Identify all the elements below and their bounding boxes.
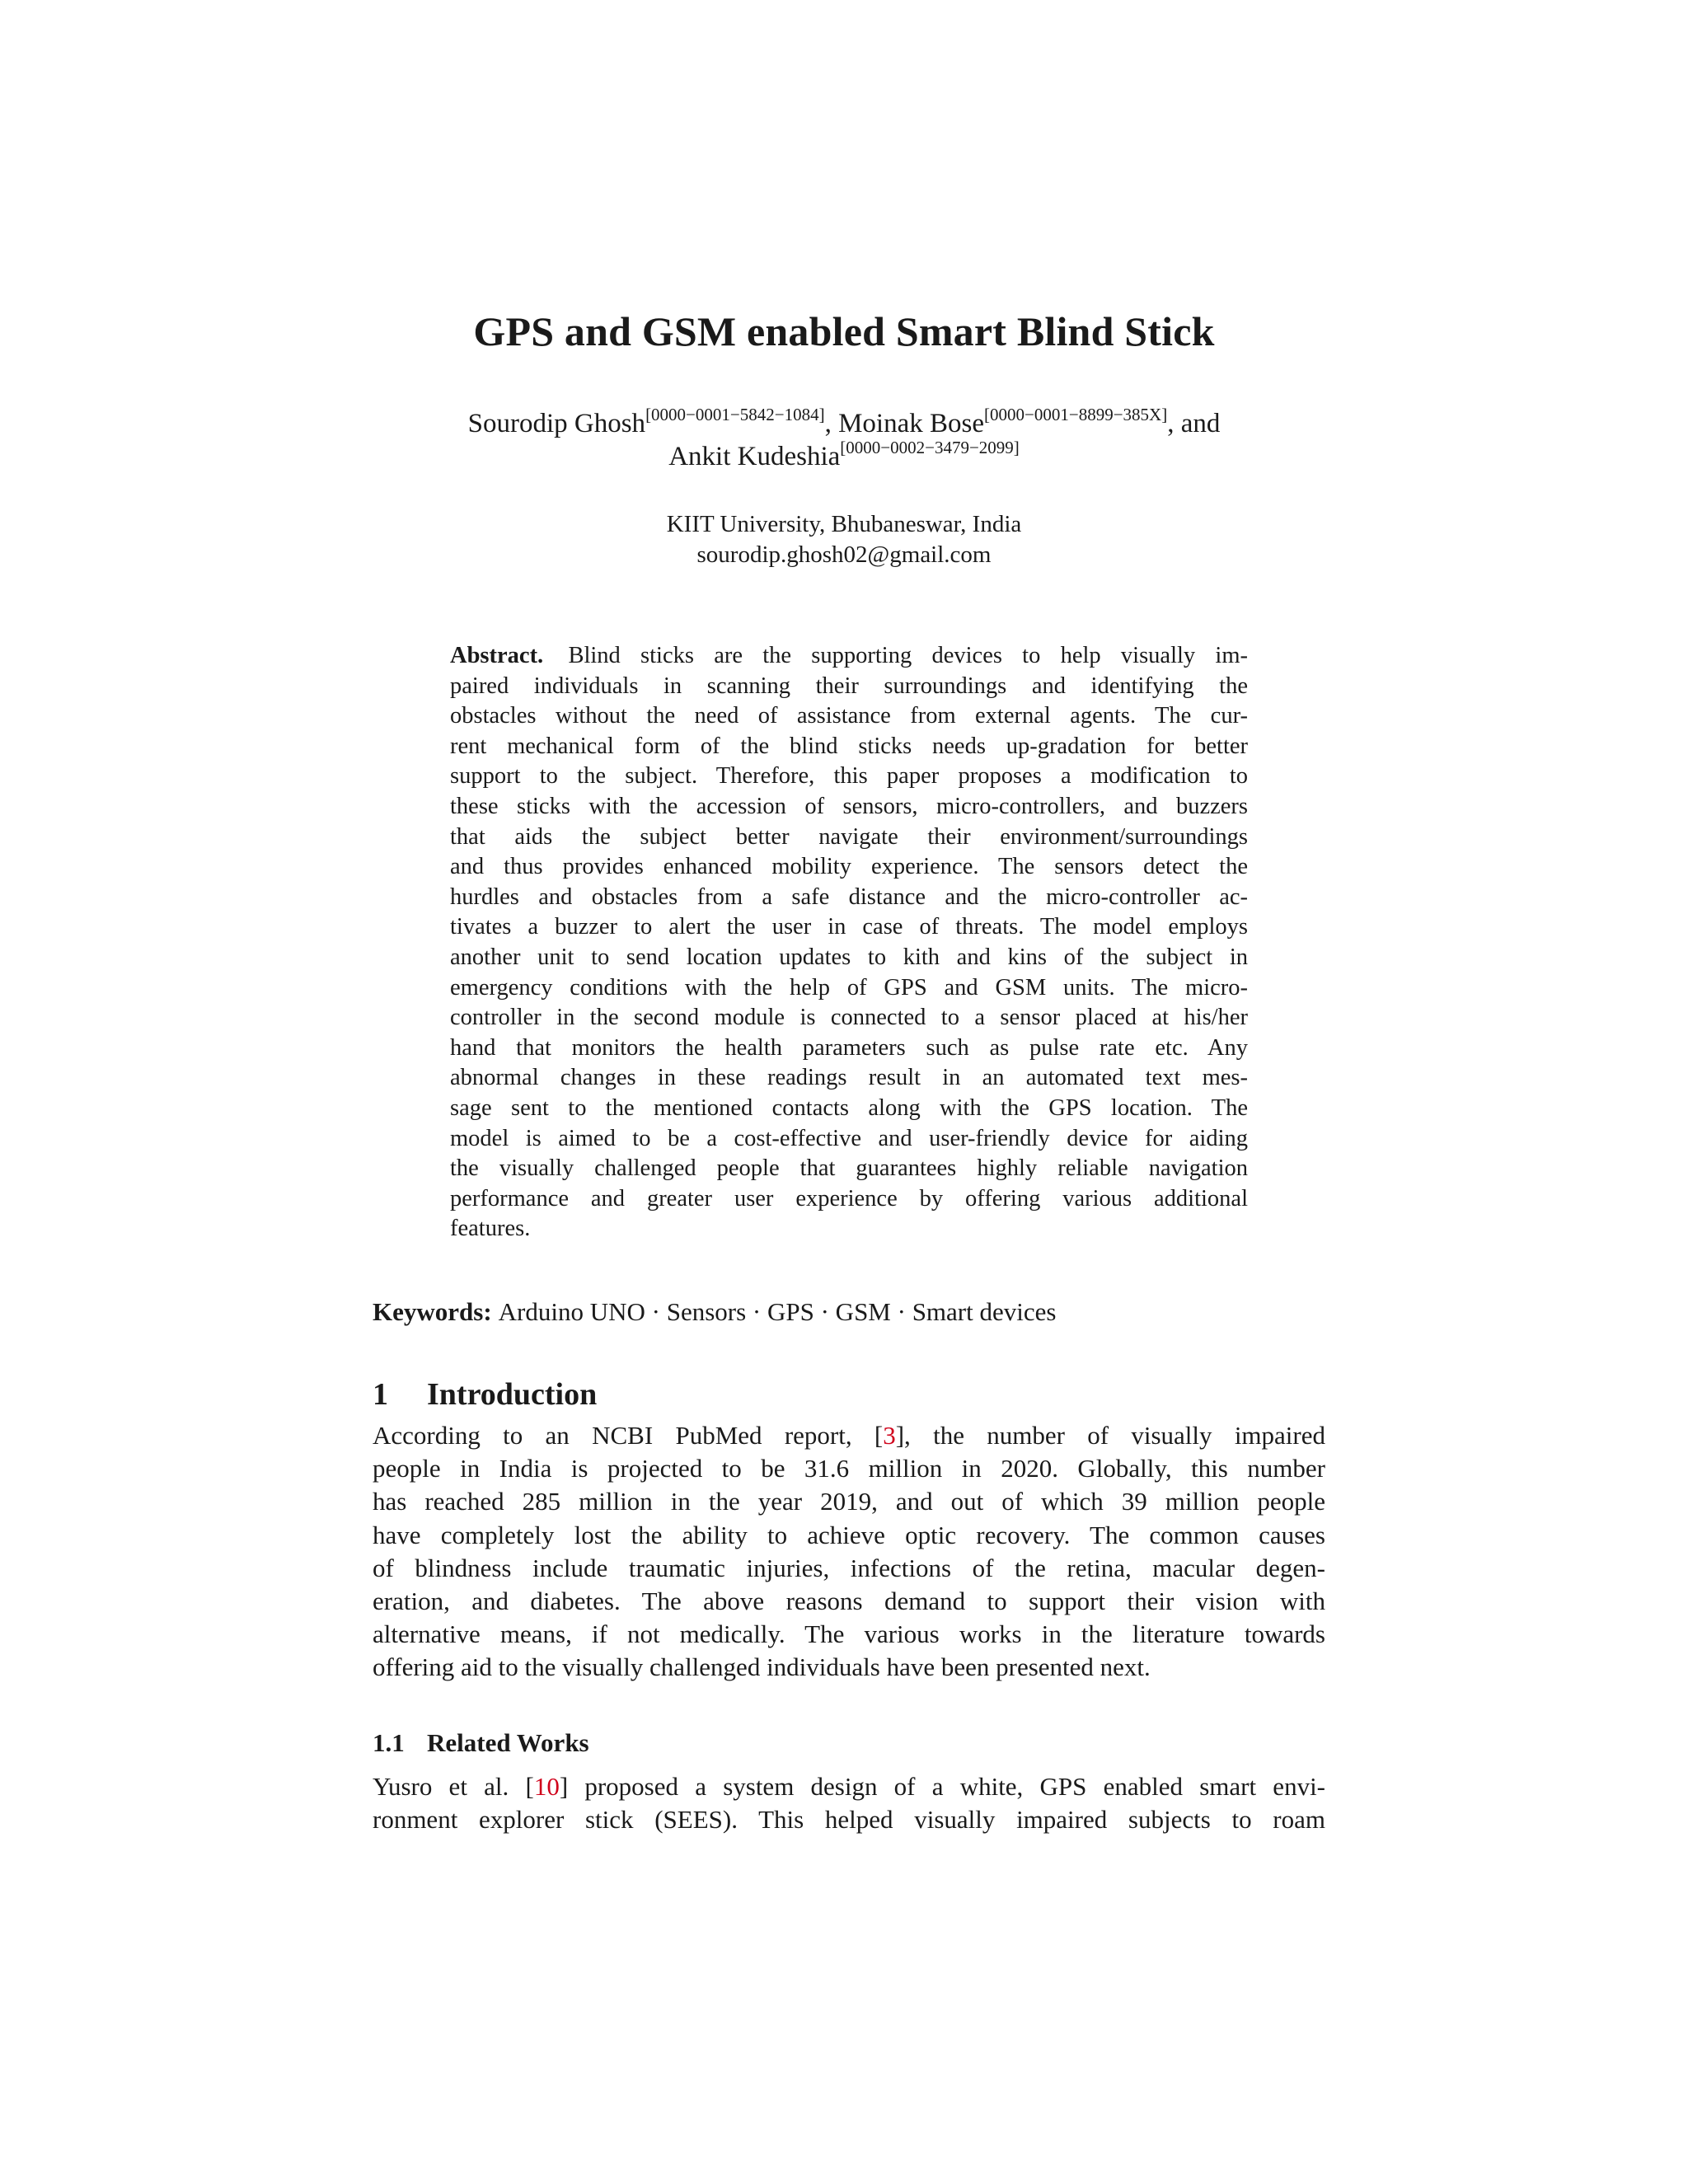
- citation-link[interactable]: 3: [883, 1421, 896, 1450]
- keywords-list: Arduino UNO · Sensors · GPS · GSM · Smart devices: [498, 1297, 1057, 1326]
- abstract-line: rent mechanical form of the blind sticks needs up-gradation for better: [450, 733, 1248, 759]
- author-orcid: [0000−0002−3479−2099]: [840, 438, 1020, 457]
- abstract-line: support to the subject. Therefore, this paper proposes a modification to: [450, 763, 1248, 790]
- author-list: [0, 407, 1688, 473]
- abstract-line: hand that monitors the health parameters such as pulse rate etc. Any: [450, 1034, 1248, 1061]
- paragraph-line: eration, and diabetes. The above reasons demand to support their vision with: [373, 1586, 1325, 1616]
- abstract-line: that aids the subject better navigate their environment/surroundings: [450, 823, 1248, 850]
- abstract-line: features.: [450, 1216, 531, 1242]
- abstract-line: model is aimed to be a cost-effective and user-friendly device for aiding: [450, 1125, 1248, 1151]
- affiliation-block: [0, 509, 1688, 570]
- author-orcid: [0000−0001−5842−1084]: [645, 405, 825, 424]
- author-name: Ankit Kudeshia: [668, 442, 841, 471]
- abstract-line: performance and greater user experience by offering various additional: [450, 1185, 1248, 1212]
- abstract-line: the visually challenged people that guarantees highly reliable navigation: [450, 1155, 1248, 1182]
- paragraph-line: of blindness include traumatic injuries, infections of the retina, macular degen-: [373, 1553, 1325, 1582]
- paragraph-line: According to an NCBI PubMed report, [3], the number of visually impaired: [373, 1421, 1326, 1450]
- author-separator: ,: [824, 409, 839, 438]
- subsection-number: 1.1: [373, 1728, 405, 1757]
- author-separator: , and: [1167, 409, 1221, 438]
- section-number: 1: [373, 1377, 388, 1412]
- abstract-line: another unit to send location updates to kith and kins of the subject in: [450, 944, 1248, 970]
- paragraph-line: offering aid to the visually challenged individuals have been presented next.: [373, 1652, 1151, 1682]
- abstract: [450, 641, 1248, 1244]
- abstract-line: sage sent to the mentioned contacts along with the GPS location. The: [450, 1094, 1248, 1121]
- section-heading-introduction: [373, 1375, 597, 1414]
- subsection-heading-related-works: [373, 1727, 589, 1760]
- abstract-line: obstacles without the need of assistance from external agents. The cur-: [450, 703, 1248, 729]
- subsection-title: Related Works: [427, 1728, 589, 1757]
- author-line-2: [0, 440, 1688, 473]
- abstract-line: abnormal changes in these readings result in an automated text mes-: [450, 1065, 1248, 1091]
- abstract-label: Abstract.: [450, 643, 544, 668]
- keywords-label: Keywords:: [373, 1297, 492, 1326]
- paragraph-line: ronment explorer stick (SEES). This helped visually impaired subjects to roam: [373, 1805, 1325, 1835]
- paragraph-line: has reached 285 million in the year 2019, and out of which 39 million people: [373, 1487, 1325, 1516]
- section-title: Introduction: [427, 1377, 598, 1412]
- introduction-paragraph: [373, 1419, 1325, 1685]
- related-works-paragraph: [373, 1770, 1325, 1836]
- affiliation-institution: KIIT University, Bhubaneswar, India: [666, 511, 1022, 537]
- author-name: Moinak Bose: [838, 409, 985, 438]
- paragraph-line: Yusro et al. [10] proposed a system design of a white, GPS enabled smart envi-: [373, 1772, 1326, 1801]
- author-line-1: [0, 407, 1688, 440]
- abstract-line: hurdles and obstacles from a safe distance and the micro-controller ac-: [450, 883, 1248, 910]
- keywords: [373, 1296, 1329, 1329]
- abstract-line: paired individuals in scanning their surroundings and identifying the: [450, 673, 1248, 699]
- abstract-line: controller in the second module is connected to a sensor placed at his/her: [450, 1005, 1248, 1031]
- author-name: Sourodip Ghosh: [467, 409, 646, 438]
- paper-title: GPS and GSM enabled Smart Blind Stick: [473, 308, 1215, 354]
- affiliation-email: sourodip.ghosh02@gmail.com: [696, 541, 992, 568]
- paragraph-line: people in India is projected to be 31.6 million in 2020. Globally, this number: [373, 1454, 1325, 1483]
- citation-link[interactable]: 10: [533, 1772, 560, 1801]
- paragraph-line: alternative means, if not medically. The various works in the literature towards: [373, 1619, 1325, 1649]
- paragraph-line: have completely lost the ability to achieve optic recovery. The common causes: [373, 1520, 1325, 1549]
- abstract-line: and thus provides enhanced mobility experience. The sensors detect the: [450, 854, 1248, 880]
- abstract-line: emergency conditions with the help of GPS and GSM units. The micro-: [450, 974, 1248, 1001]
- abstract-line: these sticks with the accession of sensors, micro-controllers, and buzzers: [450, 793, 1248, 819]
- abstract-line: tivates a buzzer to alert the user in case of threats. The model employs: [450, 914, 1248, 940]
- abstract-line: Abstract. Blind sticks are the supporting devices to help visually im-: [450, 643, 1248, 668]
- author-orcid: [0000−0001−8899−385X]: [984, 405, 1168, 424]
